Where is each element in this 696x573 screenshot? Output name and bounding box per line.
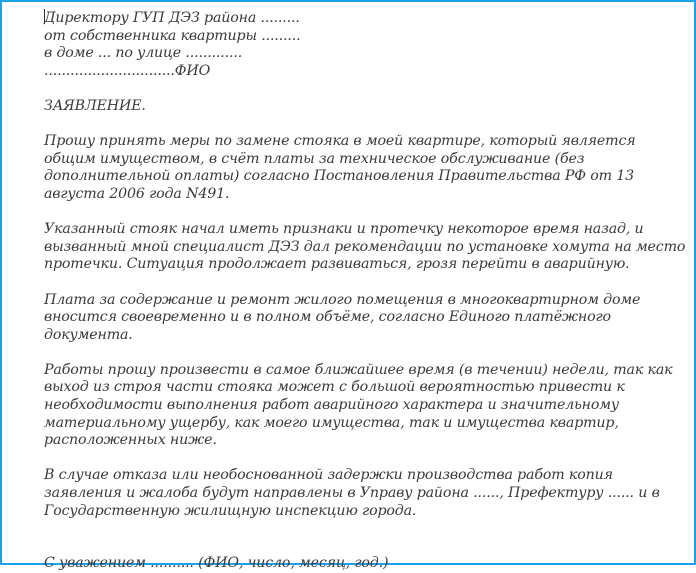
paragraph-line: Работы прошу произвести в самое ближайшее время (в течении) недели, так как [44,361,673,378]
spacer [44,450,684,468]
paragraph-line: расположенных ниже. [44,432,217,449]
paragraph-line: Указанный стояк начал иметь признаки и протечку некоторое время назад, и [44,221,644,238]
paragraph-line: общим имуществом, в счёт платы за техническое обслуживание (без [44,150,585,167]
spacer [44,80,684,98]
paragraph-payment [44,292,684,345]
addressee-line: Директору ГУП ДЭЗ района ......... [44,10,300,26]
paragraph-line: Прошу принять меры по замене стояка в моей квартире, который является [44,133,636,150]
spacer [44,274,684,292]
name-line: ..............................ФИО [44,62,211,79]
application-document[interactable] [44,9,684,573]
sender-line: от собственника квартиры ......... [44,27,301,44]
spacer [44,204,684,222]
paragraph-line: августа 2006 года N491. [44,185,230,202]
paragraph-line: документа. [44,326,133,343]
spacer [44,344,684,362]
paragraph-refusal [44,467,684,520]
signature-line: С уважением .......... (ФИО, число, месяц, год.) [44,555,389,572]
address-line: в доме ... по улице ............. [44,45,243,62]
paragraph-line: заявления и жалоба будут направлены в Управу района ......, Префектуру ...... и в [44,485,660,502]
spacer [44,538,684,556]
paragraph-leak [44,221,684,274]
paragraph-line: необходимости выполнения работ аварийного характера и значительному [44,397,619,414]
paragraph-line: вносится своевременно и в полном объёме, согласно Единого платёжного [44,309,611,326]
paragraph-line: вызванный мной специалист ДЭЗ дал рекомендации по установке хомута на место [44,238,686,255]
paragraph-line: В случае отказа или необоснованной задержки производства работ копия [44,467,613,484]
paragraph-line: выход из строя части стояка может с большой вероятностью привести к [44,379,625,396]
document-title: ЗАЯВЛЕНИЕ. [44,97,146,114]
addressee-block [44,9,684,80]
paragraph-line: протечки. Ситуация продолжает развиваться, грозя перейти в аварийную. [44,256,630,273]
spacer [44,116,684,134]
paragraph-line: Государственную жилищную инспекцию города. [44,502,417,519]
paragraph-request [44,133,684,203]
paragraph-line: дополнительной оплаты) согласно Постановления Правительства РФ от 13 [44,168,635,185]
paragraph-line: Плата за содержание и ремонт жилого помещения в многоквартирном доме [44,291,641,308]
paragraph-deadline [44,362,684,450]
paragraph-line: материальному ущербу, как моего имущества, так и имущества квартир, [44,414,619,431]
spacer [44,520,684,538]
